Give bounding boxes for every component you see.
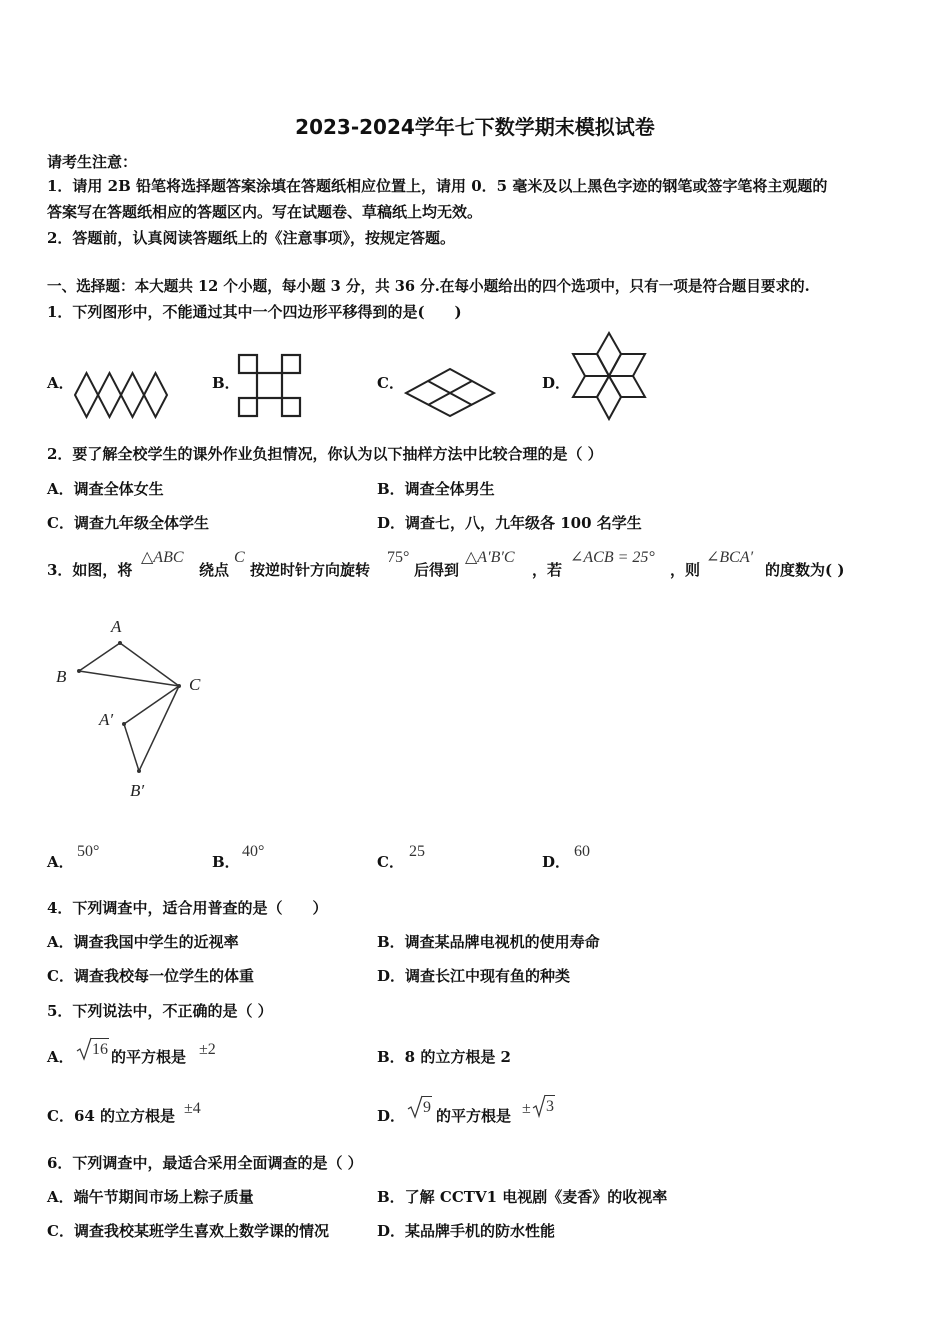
q2-stem: 2．要了解全校学生的课外作业负担情况，你认为以下抽样方法中比较合理的是（ ） — [47, 445, 603, 463]
q1-option-a[interactable]: A． — [47, 374, 74, 392]
q1-figure-b — [236, 352, 304, 422]
q3-option-a-value: 50° — [77, 843, 100, 860]
q4-option-a[interactable]: A．调查我国中学生的近视率 — [47, 933, 239, 951]
q6-option-d[interactable]: D．某品牌手机的防水性能 — [377, 1222, 556, 1240]
q3-option-c-value: 25 — [409, 843, 425, 860]
q3-math-angle-75: 75° — [387, 549, 410, 566]
q3-math-angle-bca2: ∠BCA′ — [706, 549, 754, 566]
page-title: 2023-2024学年七下数学期末模拟试卷 — [295, 115, 655, 139]
q5-d-radicand: 9 — [423, 1099, 431, 1116]
q6-option-b[interactable]: B．了解 CCTV1 电视剧《麦香》的收视率 — [377, 1188, 668, 1206]
q6-stem: 6．下列调查中，最适合采用全面调查的是（ ） — [47, 1154, 363, 1172]
q3-option-c[interactable]: C． — [377, 853, 404, 871]
q5-option-b[interactable]: B．8 的立方根是 2 — [377, 1048, 511, 1066]
q2-option-c[interactable]: C．调查九年级全体学生 — [47, 514, 209, 532]
q5-stem: 5．下列说法中，不正确的是（ ） — [47, 1002, 273, 1020]
q3-option-d-value: 60 — [574, 843, 590, 860]
q5-a-text: 的平方根是 — [111, 1048, 187, 1066]
q1-figure-d — [568, 330, 650, 422]
q1-option-b[interactable]: B． — [212, 374, 240, 392]
q1-figure-a — [74, 370, 174, 420]
q3-math-point-c: C — [234, 549, 245, 566]
q3-stem-part-4: 后得到 — [414, 561, 460, 579]
q3-stem-part-2: 绕点 — [199, 561, 230, 579]
q4-option-c[interactable]: C．调查我校每一位学生的体重 — [47, 967, 254, 985]
q3-label-c: C — [189, 675, 201, 694]
q3-option-b[interactable]: B． — [212, 853, 240, 871]
q6-option-a[interactable]: A．端午节期间市场上粽子质量 — [47, 1188, 254, 1206]
q4-stem: 4．下列调查中，适合用普查的是（ ） — [47, 899, 328, 917]
sqrt-symbol-icon — [407, 1095, 423, 1119]
q3-stem-part-1: 3．如图，将 — [47, 561, 133, 579]
notice-line-2: 答案写在答题纸相应的答题区内。写在试题卷、草稿纸上均无效。 — [47, 203, 483, 221]
q5-a-radicand: 16 — [92, 1041, 108, 1058]
q5-option-c[interactable]: C．64 的立方根是 — [47, 1107, 176, 1125]
q2-option-a[interactable]: A．调查全体女生 — [47, 480, 164, 498]
q5-option-d[interactable]: D． — [377, 1107, 406, 1125]
q5-a-value: ±2 — [199, 1041, 216, 1058]
sqrt-symbol-icon — [532, 1094, 546, 1118]
q4-option-b[interactable]: B．调查某品牌电视机的使用寿命 — [377, 933, 600, 951]
q3-label-a: A — [111, 617, 122, 636]
q3-option-a[interactable]: A． — [47, 853, 74, 871]
q3-stem-part-6: ，则 — [670, 561, 701, 579]
q2-option-b[interactable]: B．调查全体男生 — [377, 480, 495, 498]
q5-option-a[interactable]: A． — [47, 1048, 74, 1066]
q3-label-b-prime: B′ — [130, 781, 145, 800]
q3-math-angle-acb: ∠ACB = 25° — [570, 549, 655, 566]
q1-option-d[interactable]: D． — [542, 374, 571, 392]
q3-label-b: B — [56, 667, 67, 686]
q3-rotation-figure — [50, 612, 220, 804]
q5-d-text: 的平方根是 — [436, 1107, 512, 1125]
q2-option-d[interactable]: D．调查七，八，九年级各 100 名学生 — [377, 514, 642, 532]
q1-figure-c — [404, 366, 496, 418]
q5-d-radicand-2: 3 — [546, 1098, 554, 1115]
q3-stem-part-7: 的度数为( ) — [765, 561, 845, 579]
notice-line-3: 2．答题前，认真阅读答题纸上的《注意事项》，按规定答题。 — [47, 229, 455, 247]
section-heading: 一、选择题：本大题共 12 个小题，每小题 3 分，共 36 分.在每小题给出的四个选项中，只有一项是符合题目要求的. — [47, 278, 810, 295]
q3-label-a-prime: A′ — [99, 710, 114, 729]
q3-stem-part-5: ，若 — [532, 561, 563, 579]
notice-heading: 请考生注意： — [47, 153, 138, 171]
q5-c-value: ±4 — [184, 1100, 201, 1117]
q3-math-triangle-a2b2c: △A′B′C — [465, 549, 515, 566]
q3-option-b-value: 40° — [242, 843, 265, 860]
q5-d-plusminus: ± — [522, 1100, 531, 1117]
q1-stem: 1．下列图形中，不能通过其中一个四边形平移得到的是( ) — [47, 303, 462, 321]
notice-line-1: 1．请用 2B 铅笔将选择题答案涂填在答题纸相应位置上，请用 0．5 毫米及以上黑色字迹的钢笔或签字笔将主观题的 — [47, 177, 828, 195]
q3-option-d[interactable]: D． — [542, 853, 571, 871]
q3-math-triangle-abc: △ABC — [141, 549, 184, 566]
sqrt-symbol-icon — [76, 1037, 92, 1061]
q6-option-c[interactable]: C．调查我校某班学生喜欢上数学课的情况 — [47, 1222, 329, 1240]
q1-option-c[interactable]: C． — [377, 374, 404, 392]
q3-stem-part-3: 按逆时针方向旋转 — [250, 561, 371, 579]
q4-option-d[interactable]: D．调查长江中现有鱼的种类 — [377, 967, 571, 985]
